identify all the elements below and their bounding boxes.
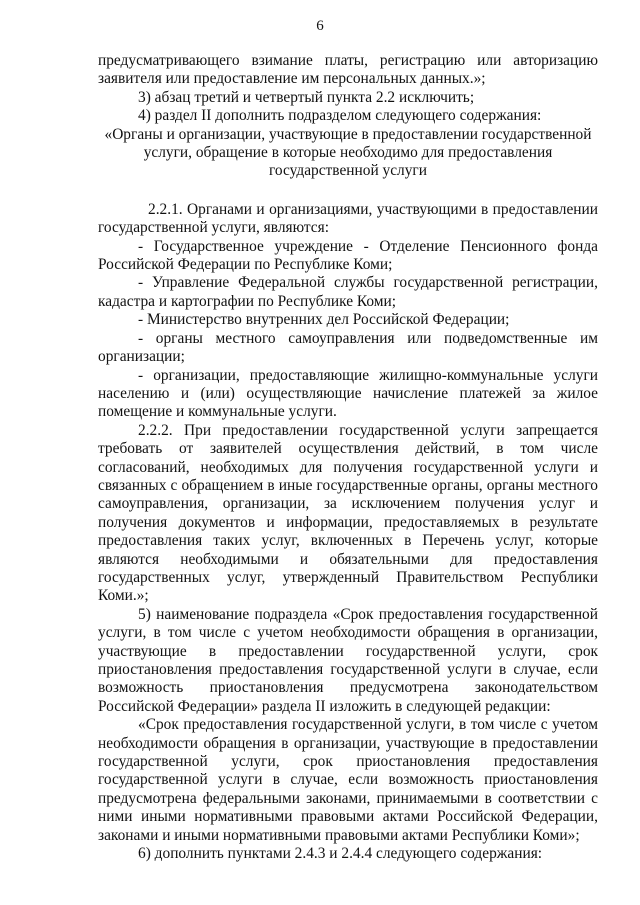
document-body bbox=[98, 52, 598, 863]
paragraph-continuation: предусматривающего взимание платы, регистрацию или авторизацию заявителя или предоставление им персональных данных.»; bbox=[98, 52, 598, 88]
subsection-heading: «Органы и организации, участвующие в предоставлении государственной услуги, обращение в которые необходимо для предоставления государственной услуги bbox=[104, 125, 592, 180]
paragraph-item-5: 5) наименование подраздела «Срок предоставления государственной услуги, в том числе с учетом необходимости обращения в организации, участвующие в предоставлении государственной услуги, срок приостановления предоставления государственной услуги в случае, если возможность приостановления предусмотрена законодательством Российской Федерации» раздела II изложить в следующей редакции: bbox=[98, 605, 598, 715]
list-item-rosreestr: - Управление Федеральной службы государственной регистрации, кадастра и картографии по Республике Коми; bbox=[98, 274, 598, 310]
paragraph-item-6: 6) дополнить пунктами 2.4.3 и 2.4.4 следующего содержания: bbox=[138, 845, 543, 863]
paragraph-item-4: 4) раздел II дополнить подразделом следующего содержания: bbox=[138, 107, 542, 125]
list-item-mvd: - Министерство внутренних дел Российской Федерации; bbox=[138, 311, 510, 329]
list-item-local-government: - органы местного самоуправления или подведомственные им организации; bbox=[98, 329, 598, 366]
list-item-utilities: - организации, предоставляющие жилищно-коммунальные услуги населению и (или) осуществляющие начисление платежей за жилое помещение и коммунальные услуги. bbox=[98, 366, 598, 421]
list-item-pension-fund: - Государственное учреждение - Отделение Пенсионного фонда Российской Федерации по Республике Коми; bbox=[98, 237, 598, 274]
page-number: 6 bbox=[316, 18, 324, 34]
paragraph-new-wording: «Срок предоставления государственной услуги, в том числе с учетом необходимости обращения в организации, участвующие в предоставлении государственной услуги, срок приостановления предоставления государственной услуги в случае, если возможность приостановления предусмотрена федеральными законами, принимаемыми в соответствии с ними иными нормативными правовыми актами Российской Федерации, законами и иными нормативными правовыми актами Республики Коми»; bbox=[98, 716, 598, 844]
paragraph-item-3: 3) абзац третий и четвертый пункта 2.2 исключить; bbox=[138, 88, 475, 106]
paragraph-2-2-1: 2.2.1. Органами и организациями, участвующими в предоставлении государственной услуги, являются: bbox=[98, 200, 598, 237]
paragraph-2-2-2: 2.2.2. При предоставлении государственной услуги запрещается требовать от заявителей осуществления действий, в том числе согласований, необходимых для получения государственной услуги и связанных с обращением в иные государственные органы, органы местного самоуправления, организации, за исключением получения услуг и получения документов и информации, предоставляемых в результате предоставления таких услуг, включенных в Перечень услуг, которые являются необходимыми и обязательными для предоставления государственных услуг, утвержденный Правительством Республики Коми.»; bbox=[98, 421, 598, 605]
